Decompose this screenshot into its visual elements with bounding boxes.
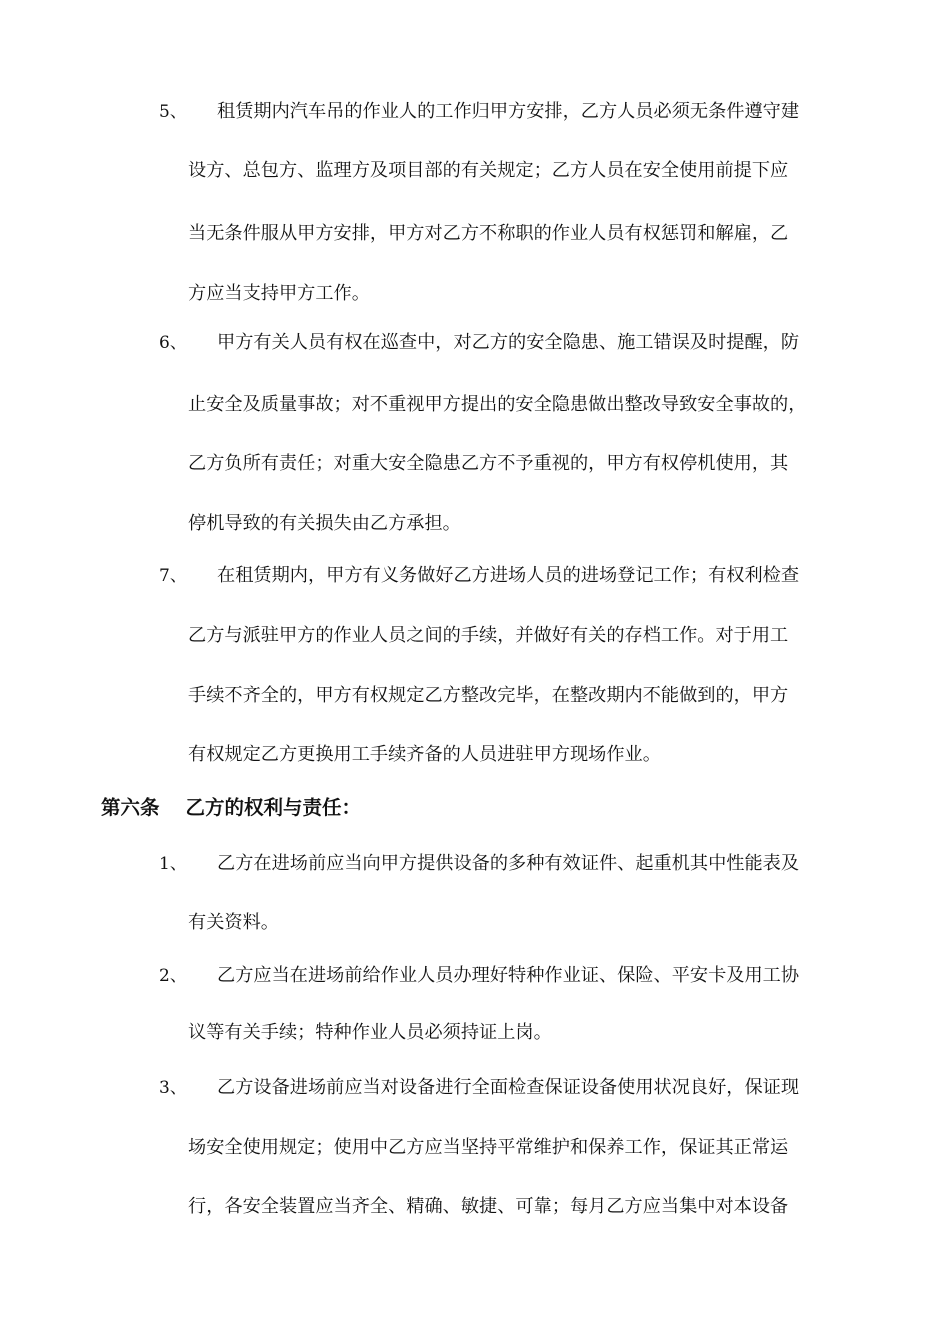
item-text-line: 乙方与派驻甲方的作业人员之间的手续，并做好有关的存档工作。对于用工 <box>188 625 789 646</box>
item-text-line: 有权规定乙方更换用工手续齐备的人员进驻甲方现场作业。 <box>188 744 661 765</box>
item-number: 2、 <box>159 966 187 986</box>
item-number: 5、 <box>159 102 187 122</box>
section-title: 乙方的权利与责任： <box>185 796 362 819</box>
item-text-line: 在租赁期内，甲方有义务做好乙方进场人员的进场登记工作；有权利检查 <box>217 565 800 586</box>
item-number: 7、 <box>159 566 187 586</box>
section-heading <box>101 795 361 821</box>
item-text-line: 租赁期内汽车吊的作业人的工作归甲方安排，乙方人员必须无条件遵守建 <box>217 101 800 122</box>
item-text-line: 行，各安全装置应当齐全、精确、敏捷、可靠；每月乙方应当集中对本设备 <box>188 1196 789 1217</box>
item-number: 1、 <box>159 854 187 874</box>
item-text-line: 手续不齐全的，甲方有权规定乙方整改完毕，在整改期内不能做到的，甲方 <box>188 685 789 706</box>
item-text-line: 方应当支持甲方工作。 <box>188 283 370 304</box>
item-text-line: 乙方在进场前应当向甲方提供设备的多种有效证件、起重机其中性能表及 <box>217 853 800 874</box>
item-text-line: 乙方设备进场前应当对设备进行全面检查保证设备使用状况良好，保证现 <box>217 1077 800 1098</box>
item-number: 3、 <box>159 1078 187 1098</box>
item-text-line: 有关资料。 <box>188 912 279 933</box>
item-text-line: 甲方有关人员有权在巡查中，对乙方的安全隐患、施工错误及时提醒，防 <box>217 332 800 353</box>
item-text-line: 乙方负所有责任；对重大安全隐患乙方不予重视的，甲方有权停机使用，其 <box>188 453 789 474</box>
item-text-line: 场安全使用规定；使用中乙方应当坚持平常维护和保养工作，保证其正常运 <box>188 1137 789 1158</box>
item-text-line: 停机导致的有关损失由乙方承担。 <box>188 513 461 534</box>
item-text-line: 乙方应当在进场前给作业人员办理好特种作业证、保险、平安卡及用工协 <box>217 965 800 986</box>
article-number: 第六条 <box>101 796 160 819</box>
item-text-line: 止安全及质量事故；对不重视甲方提出的安全隐患做出整改导致安全事故的， <box>188 394 807 415</box>
item-number: 6、 <box>159 333 187 353</box>
item-text-line: 设方、总包方、监理方及项目部的有关规定；乙方人员在安全使用前提下应 <box>188 160 789 181</box>
item-text-line: 当无条件服从甲方安排，甲方对乙方不称职的作业人员有权惩罚和解雇，乙 <box>188 223 789 244</box>
item-text-line: 议等有关手续；特种作业人员必须持证上岗。 <box>188 1022 552 1043</box>
